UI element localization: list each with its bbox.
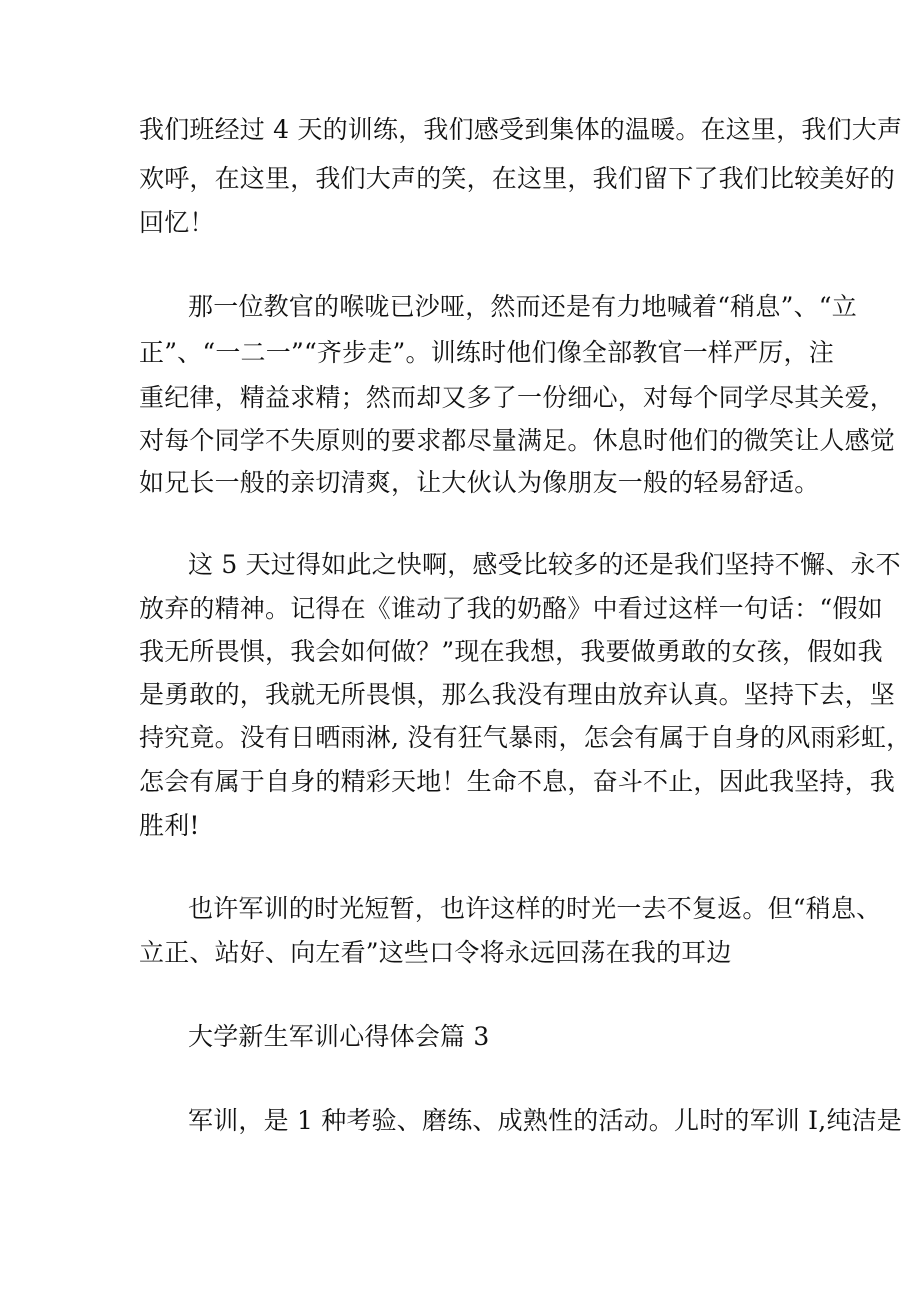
paragraph-4-line-1: 也许军训的时光短暂，也许这样的时光一去不复返。但“稍息、 <box>188 894 882 923</box>
paragraph-3-line-6: 怎会有属于自身的精彩天地！生命不息，奋斗不止，因此我坚持，我 <box>139 767 896 796</box>
paragraph-4-line-2: 立正、站好、向左看”这些口令将永远回荡在我的耳边 <box>139 938 732 967</box>
paragraph-2-line-4: 对每个同学不失原则的要求都尽量满足。休息时他们的微笑让人感觉 <box>139 426 896 455</box>
section-heading: 大学新生军训心得体会篇 3 <box>188 1022 490 1051</box>
paragraph-1-line-1: 我们班经过 4 天的训练，我们感受到集体的温暖。在这里，我们大声 <box>139 115 903 144</box>
paragraph-1-line-2: 欢呼，在这里，我们大声的笑，在这里，我们留下了我们比较美好的 <box>139 164 896 193</box>
paragraph-3-line-3: 我无所畏惧，我会如何做？”现在我想，我要做勇敢的女孩，假如我 <box>139 637 883 666</box>
paragraph-2-line-5: 如兄长一般的亲切清爽，让大伙认为像朋友一般的轻易舒适。 <box>139 468 820 497</box>
paragraph-3-line-4: 是勇敢的，我就无所畏惧，那么我没有理由放弃认真。坚持下去，坚 <box>139 680 896 709</box>
paragraph-2-line-2: 正”、“一二一”“齐步走”。训练时他们像全部教官一样严厉，注 <box>139 338 834 367</box>
paragraph-2-line-1: 那一位教官的喉咙已沙哑，然而还是有力地喊着“稍息”、“立 <box>188 292 857 321</box>
paragraph-3-line-1: 这 5 天过得如此之快啊，感受比较多的还是我们坚持不懈、永不 <box>188 550 901 579</box>
paragraph-5-line-1: 军训，是 1 种考验、磨练、成熟性的活动。儿时的军训 I,纯洁是 <box>188 1106 902 1135</box>
paragraph-1-line-3: 回忆！ <box>139 208 215 237</box>
paragraph-2-line-3: 重纪律，精益求精；然而却又多了一份细心，对每个同学尽其关爱， <box>139 383 896 412</box>
paragraph-3-line-2: 放弃的精神。记得在《谁动了我的奶酪》中看过这样一句话：“假如 <box>139 594 883 623</box>
paragraph-3-line-7: 胜利! <box>139 811 200 840</box>
paragraph-3-line-5: 持究竟。没有日晒雨淋, 没有狂气暴雨，怎会有属于自身的风雨彩虹， <box>139 723 912 752</box>
